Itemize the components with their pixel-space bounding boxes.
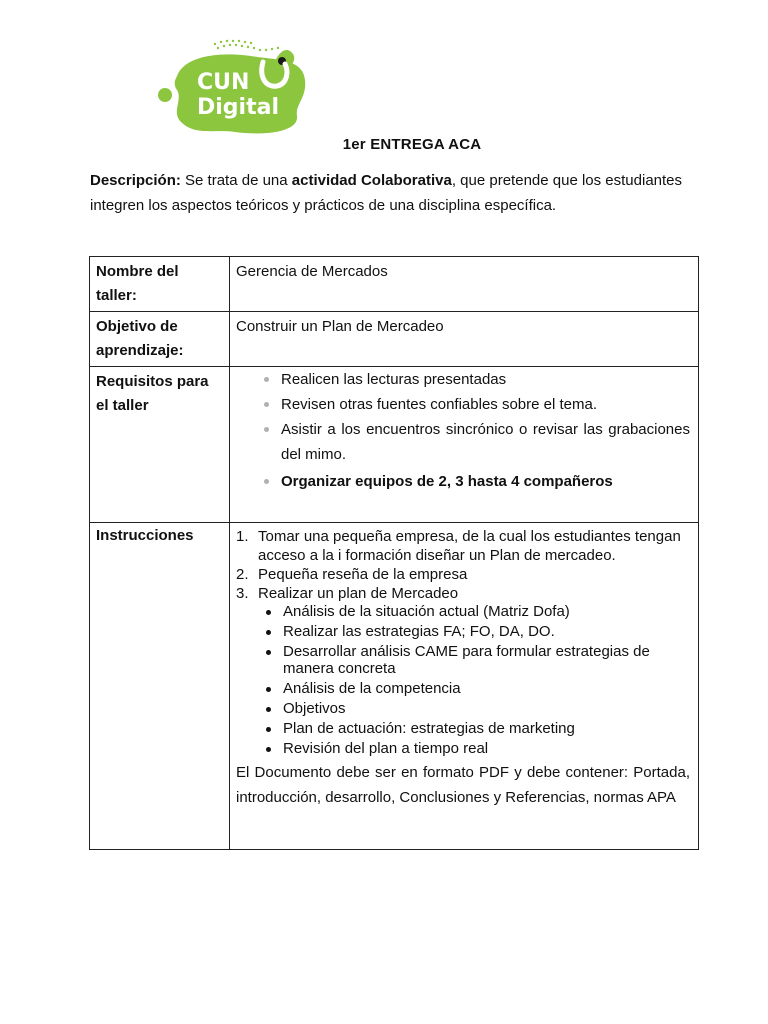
list-item	[260, 700, 690, 717]
subitem-text: Objetivos	[283, 700, 346, 717]
requisito-text: Organizar equipos de 2, 3 hasta 4 compañeros	[281, 473, 613, 490]
document-title: 1er ENTREGA ACA	[342, 136, 482, 153]
bullet-icon	[266, 747, 271, 752]
value-requisitos	[230, 367, 699, 523]
list-item	[260, 623, 690, 640]
list-item	[260, 740, 690, 757]
bullet-icon	[266, 630, 271, 635]
requisito-text: Realicen las lecturas presentadas	[281, 371, 507, 388]
description-text-1: Se trata de una	[180, 172, 292, 189]
list-item	[236, 392, 690, 417]
bullet-icon	[266, 687, 271, 692]
label-requisitos: Requisitos para el taller	[90, 367, 230, 523]
bullet-icon	[264, 377, 269, 382]
subitem-text: Revisión del plan a tiempo real	[283, 740, 489, 757]
logo-text-digital: Digital	[197, 95, 279, 120]
subitem-text: Desarrollar análisis CAME para formular estrategias de manera concreta	[283, 643, 650, 677]
value-instrucciones	[230, 523, 699, 850]
list-item	[260, 603, 690, 620]
value-nombre: Gerencia de Mercados	[230, 257, 699, 312]
description-bold-phrase: actividad Colaborativa	[291, 172, 452, 189]
format-requirements-text: El Documento debe ser en formato PDF y debe contener: Portada, introducción, desarrollo, Conclusiones y Referencias, normas APA	[236, 764, 690, 806]
list-item	[236, 565, 690, 584]
subitem-text: Realizar las estrategias FA; FO, DA, DO.	[283, 623, 555, 640]
table-row-objetivo	[90, 312, 699, 367]
plan-subitems-list	[258, 603, 690, 757]
value-objetivo: Construir un Plan de Mercadeo	[230, 312, 699, 367]
list-item	[236, 469, 690, 494]
requisito-text: Asistir a los encuentros sincrónico o revisar las grabaciones del mimo.	[281, 421, 690, 463]
description-label: Descripción:	[90, 172, 181, 189]
instrucciones-list	[236, 527, 690, 757]
step-number: 3.	[236, 585, 249, 602]
description-text-2: , que pretende que los estudiantes integren los aspectos teóricos y prácticos de una disciplina específica.	[90, 172, 683, 214]
subitem-text: Análisis de la situación actual (Matriz Dofa)	[283, 603, 570, 620]
bullet-icon	[266, 707, 271, 712]
description-paragraph	[90, 168, 700, 218]
label-instrucciones: Instrucciones	[90, 523, 230, 850]
table-row-requisitos	[90, 367, 699, 523]
subitem-text: Análisis de la competencia	[283, 680, 461, 697]
requisito-text: Revisen otras fuentes confiables sobre el tema.	[281, 396, 598, 413]
label-objetivo: Objetivo de aprendizaje:	[90, 312, 230, 367]
list-item	[236, 527, 690, 565]
list-item	[236, 417, 690, 467]
step-number: 1.	[236, 528, 249, 545]
step-text: Realizar un plan de Mercadeo	[258, 585, 459, 602]
list-item	[236, 584, 690, 757]
bullet-icon	[264, 402, 269, 407]
bullet-icon	[266, 727, 271, 732]
step-number: 2.	[236, 566, 249, 583]
cun-digital-logo	[155, 36, 315, 138]
table-row-nombre	[90, 257, 699, 312]
list-item	[260, 720, 690, 737]
workshop-table	[89, 256, 699, 850]
list-item	[236, 367, 690, 392]
bullet-icon	[264, 479, 269, 484]
label-nombre: Nombre del taller:	[90, 257, 230, 312]
step-text: Tomar una pequeña empresa, de la cual los estudiantes tengan acceso a la i formación diseñar un Plan de mercadeo.	[258, 528, 681, 564]
step-text: Pequeña reseña de la empresa	[258, 566, 468, 583]
logo-dots	[214, 40, 279, 51]
subitem-text: Plan de actuación: estrategias de marketing	[283, 720, 575, 737]
table-row-instrucciones	[90, 523, 699, 850]
requisitos-list	[236, 367, 690, 494]
bullet-icon	[264, 427, 269, 432]
logo-text-cun: CUN	[197, 70, 250, 95]
list-item	[260, 680, 690, 697]
list-item	[260, 643, 690, 677]
logo-small-circle	[158, 88, 172, 102]
bullet-icon	[266, 610, 271, 615]
bullet-icon	[266, 650, 271, 655]
